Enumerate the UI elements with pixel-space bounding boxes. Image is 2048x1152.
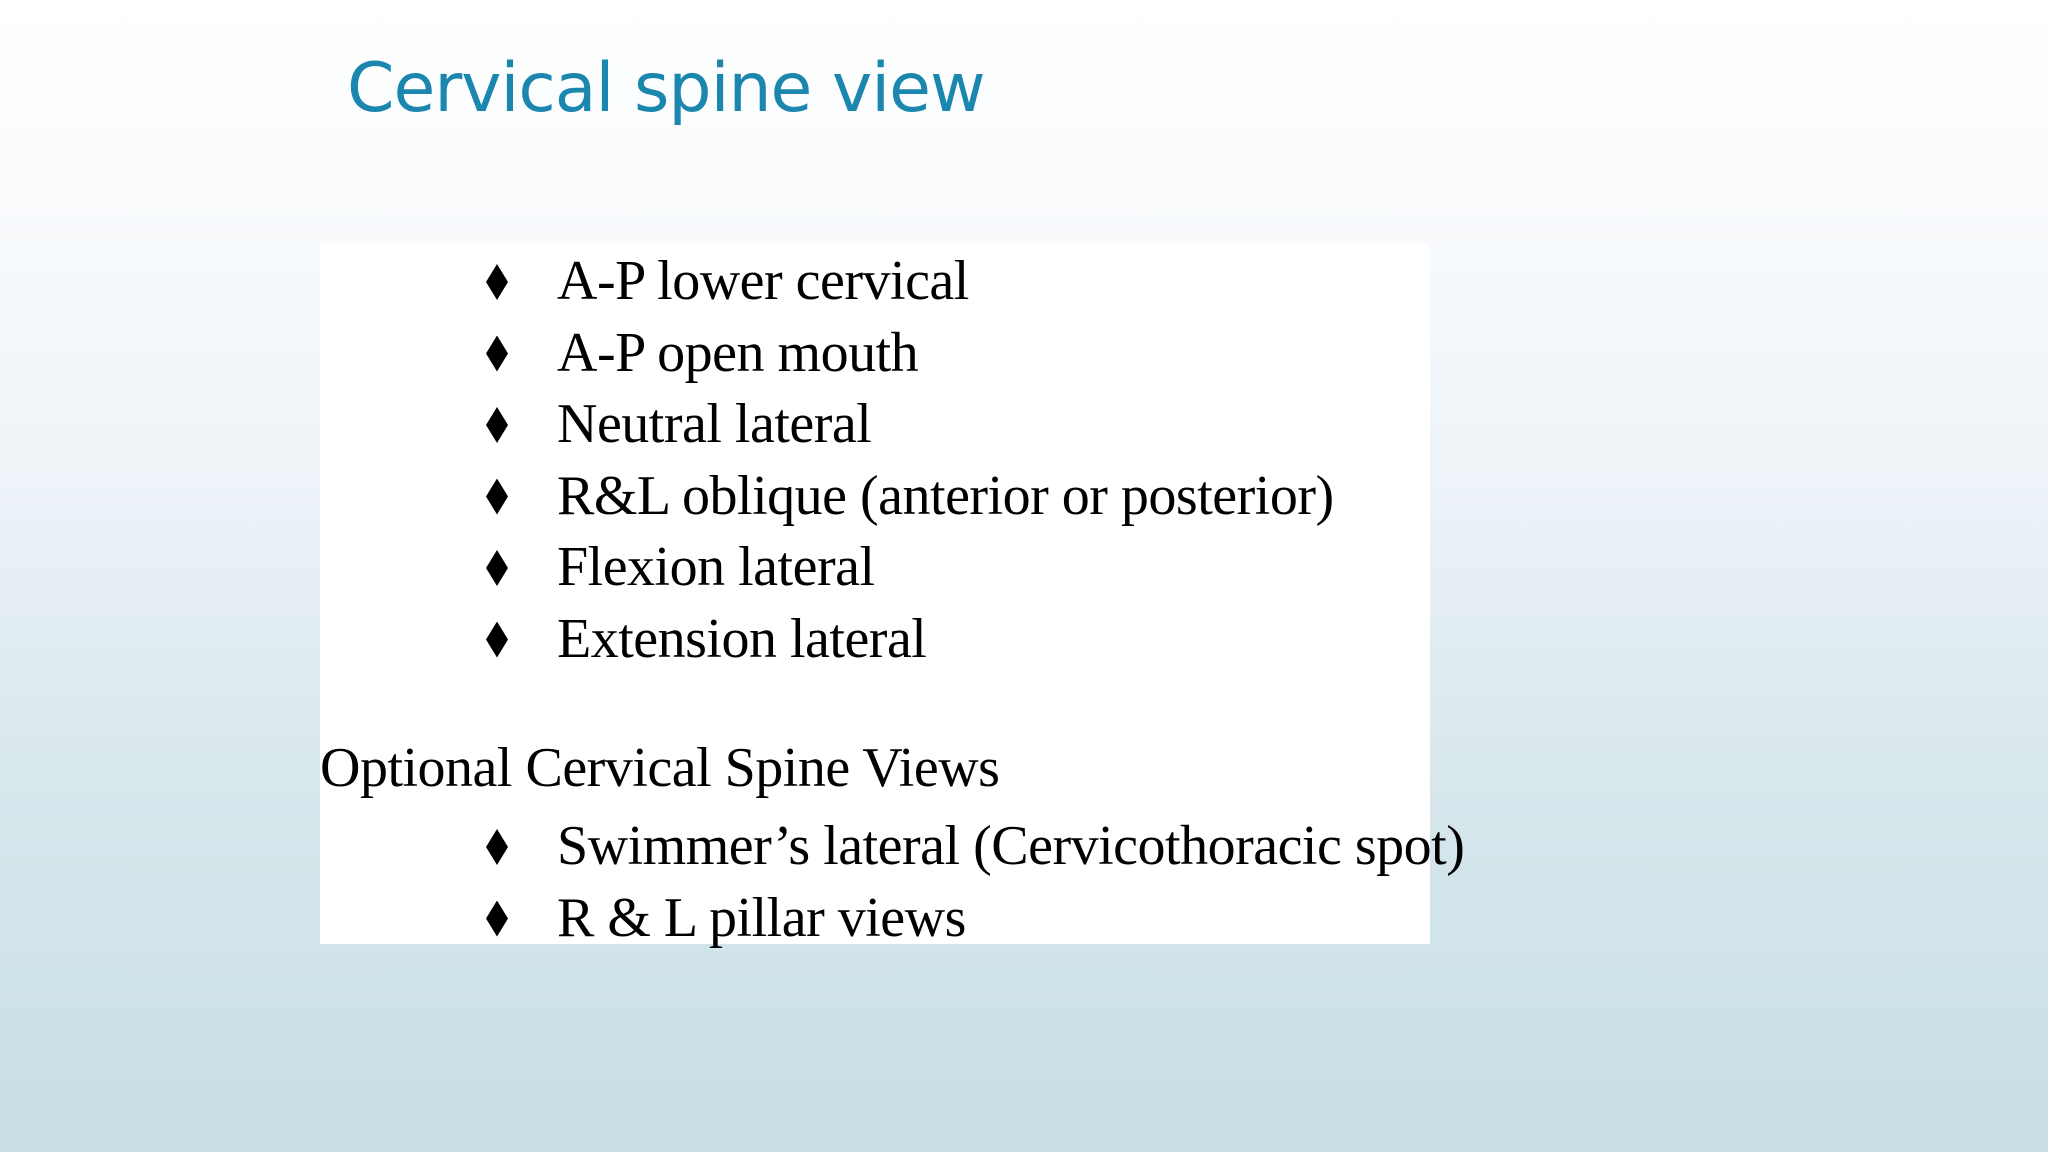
list-item-label: A-P lower cervical [557,250,969,312]
primary-views-list [320,244,1430,673]
diamond-bullet-icon [486,622,508,658]
list-item [320,387,1430,459]
diamond-bullet-icon [486,829,508,865]
optional-views-heading: Optional Cervical Spine Views [320,737,1000,799]
diamond-bullet-icon [486,264,508,300]
diamond-bullet-icon [486,479,508,515]
optional-views-list [320,809,1465,952]
list-item [320,602,1430,674]
list-item [320,530,1430,602]
list-item-label: R&L oblique (anterior or posterior) [557,464,1334,527]
list-item [320,244,1430,316]
diamond-bullet-icon [486,550,508,586]
list-item-label: Swimmer’s lateral (Cervicothoracic spot) [557,815,1465,877]
list-item-label: R & L pillar views [557,886,966,949]
list-item-label: Extension lateral [557,607,927,670]
diamond-bullet-icon [486,901,508,937]
slide-title: Cervical spine view [347,49,985,128]
list-item [320,881,1430,953]
diamond-bullet-icon [486,407,508,443]
list-item [320,809,1465,881]
diamond-bullet-icon [486,336,508,372]
list-item [320,459,1430,531]
content-image [320,244,1465,949]
list-item-label: Flexion lateral [557,536,875,598]
list-item [320,316,1430,388]
list-item-label: Neutral lateral [557,393,872,455]
list-item-label: A-P open mouth [557,321,919,384]
